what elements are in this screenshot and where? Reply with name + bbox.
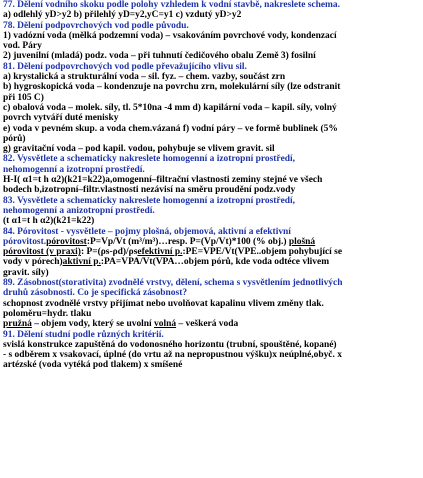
text-span: – objem vody, který se uvolní <box>31 319 155 330</box>
underlined-term: plošná <box>288 236 316 247</box>
question-heading: 91. Dělení studní podle různých kritérií. <box>3 329 164 340</box>
answer-line: g) gravitační voda – pod kapil. vodou, pohybuje se vlivem gravit. sil <box>3 144 275 155</box>
answer-line: (t α1=t h α2)(k21=k22) <box>3 216 95 227</box>
answer-line: e) voda v pevném skup. a voda chem.vázaná f) vodní páry – ve formě bublinek (5% <box>3 123 338 134</box>
answer-line: - s odběrem x vsakovací, úplné (do vrtu až na nepropustnou výšku)x neúplné,obyč. x <box>3 350 342 361</box>
text-span: – veškerá voda <box>176 319 239 330</box>
question-heading: 83. Vysvětlete a schematicky nakreslete homogenní a izotropní prostředí, <box>3 195 296 206</box>
underlined-term: efektivní p. <box>137 247 183 258</box>
text-line <box>3 237 420 247</box>
text-span: vody v pórech) <box>3 257 63 268</box>
answer-line: pórů) <box>3 133 26 144</box>
question-heading: druhů zásobnosti. Co je specifická zásobnost? <box>3 288 188 299</box>
underlined-term: pružná <box>3 319 32 330</box>
answer-line: bodech b,izotropní–filtr.vlastnosti nezávisí na směru proudění podz.vody <box>3 185 296 196</box>
answer-line: při 105 C) <box>3 92 44 103</box>
question-heading: 82. Vysvětlete a schematicky nakreslete homogenní a izotropní prostředí, <box>3 154 296 165</box>
text-span: :PA=VPA/Vt(VPA…objem pórů, kde voda odtéce vlivem <box>100 257 330 268</box>
text-line <box>3 319 420 329</box>
question-heading: 84. Pórovitost - vysvětlete – pojmy plošná, objemová, aktivní a efektivní <box>3 226 291 237</box>
answer-line: gravit. síly) <box>3 267 49 278</box>
text-span: pórovitost. <box>3 236 47 247</box>
answer-line: a) krystalická a strukturální voda – sil. fyz. – chem. vazby, součást zrn <box>3 72 286 83</box>
answer-line: vod. Páry <box>3 41 42 52</box>
question-heading: 89. Zásobnost(storativita) zvodnělé vrstvy, dělení, schema s vysvětlením jednotlivých <box>3 278 343 289</box>
underlined-term: pórovitost <box>46 236 87 247</box>
answer-line: H-I( α1=t h α2)(k21=k22)a,omogenní–filtrační vlastnosti zeminy stejné ve všech <box>3 175 323 186</box>
question-heading: nehomogenní a anizotropní prostředí. <box>3 205 155 216</box>
question-heading: 77. Dělení vodního skoku podle polohy vzhledem k vodní stavbě, nakreslete schema. <box>3 0 340 10</box>
text-span: :P=Vp/Vt (m³/m³)…resp. P=(Vp/Vt)*100 (% obj.) <box>86 236 289 247</box>
question-heading: 78. Dělení podpovrchových vod podle původu. <box>3 20 189 31</box>
underlined-term: pórovitost (v praxi) <box>3 247 81 258</box>
question-heading: nehomogenní a izotropní prostředí. <box>3 164 145 175</box>
answer-line: a) odlehlý yD>y2 b) přilehlý yD=y2,yC=y1 c) vzdutý yD>y2 <box>3 10 242 21</box>
text-line <box>3 257 420 267</box>
answer-line: 1) vadózní voda (mělká podzemní voda) – vsakováním povrchové vody, kondenzací <box>3 30 337 41</box>
answer-line: svislá konstrukce zapuštěná do vodonosného horizontu (trubní, spouštěné, kopané) <box>3 339 337 350</box>
answer-line: schopnost zvodnělé vrstvy přijímat nebo uvolňovat kapalinu vlivem změny tlak. <box>3 298 324 309</box>
answer-line: c) obalová voda – molek. síly, tl. 5*10na -4 mm d) kapilární voda – kapil. síly, volný <box>3 102 337 113</box>
answer-line: povrch vytváří duté menisky <box>3 113 119 124</box>
answer-line: b) hygroskopická voda – kondenzuje na povrchu zrn, molekulární síly (lze odstranit <box>3 82 341 93</box>
text-span: :PE=VPE/Vt(VPE..objem pohybující se <box>182 247 343 258</box>
question-heading: 81. Dělení podpovrchových vod podle převažujícího vlivu sil. <box>3 61 247 72</box>
text-line <box>3 247 420 257</box>
text-span: : P=(ρs-ρd)/ρs <box>80 247 138 258</box>
underlined-term: aktivní p. <box>62 257 101 268</box>
answer-line: artézské (voda vytéká pod tlakem) x smíšené <box>3 360 183 371</box>
answer-line: poloměru=hydr. tlaku <box>3 308 92 319</box>
answer-line: 2) juvenilní (mladá) podz. voda – při tuhnutí čedičového obalu Země 3) fosilní <box>3 51 316 62</box>
underlined-term: volná <box>154 319 177 330</box>
